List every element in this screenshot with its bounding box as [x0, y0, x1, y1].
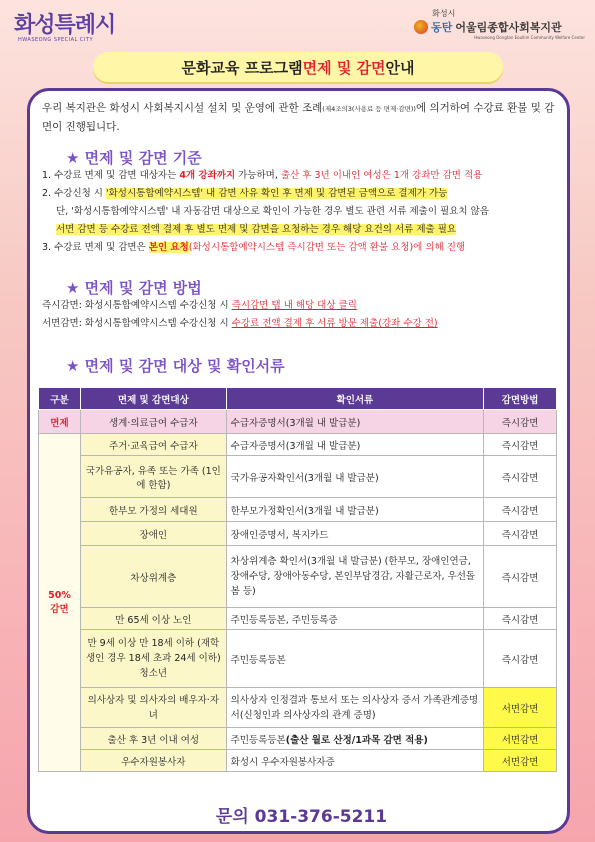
- table-row: [39, 630, 557, 688]
- method-cell: 즉시감면: [484, 608, 557, 630]
- doc-cell: 주민등록등본(출산 월로 산정/1과목 감면 적용): [226, 728, 483, 750]
- method-cell: 즉시감면: [484, 456, 557, 498]
- method-written: 서면감면: 화성시통합예약시스템 수강신청 시 수강료 전액 결제 후 서류 방문 제출(강좌 수강 전): [42, 318, 438, 329]
- table-row: [39, 456, 557, 498]
- doc-cell: 주민등록등본, 주민등록증: [226, 608, 483, 630]
- target-cell: 만 65세 이상 노인: [80, 608, 226, 630]
- table-row: [39, 608, 557, 630]
- section-heading-criteria: ★ 면제 및 감면 기준: [66, 149, 202, 167]
- intro-text: 우리 복지관은 화성시 사회복지시설 설치 및 운영에 관한 조례(제4조의3(사용료 등 면제·감면))에 의거하여 수강료 환불 및 감면이 진행됩니다.: [42, 102, 555, 133]
- criteria-item-1: 1. 수강료 면제 및 감면 대상자는 4개 강좌까지 가능하며, 출산 후 3년 이내인 여성은 1개 강좌만 감면 적용: [42, 170, 483, 181]
- criteria-item-2: 2. 수강신청 시 '화성시통합예약시스템' 내 감면 사유 확인 후 면제 및 감면된 금액으로 결제가 가능: [42, 188, 448, 199]
- method-instant: 즉시감면: 화성시통합예약시스템 수강신청 시 즉시감면 탭 내 해당 대상 클릭: [42, 300, 357, 311]
- target-cell: 한부모 가정의 세대원: [80, 498, 226, 522]
- doc-cell: 국가유공자확인서(3개월 내 발급분): [226, 456, 483, 498]
- doc-cell: 주민등록등본: [226, 630, 483, 688]
- category-discount: 50% 감면: [39, 434, 81, 772]
- welfare-center-dongtan: 동탄: [431, 21, 453, 34]
- welfare-center-city: 화성시: [432, 9, 456, 18]
- target-cell: 우수자원봉사자: [80, 750, 226, 772]
- table-row: [39, 546, 557, 608]
- table-row: [39, 434, 557, 456]
- table-row: [39, 410, 557, 434]
- doc-cell: 수급자증명서(3개월 내 발급분): [226, 410, 483, 434]
- doc-cell: 의사상자 인정결과 통보서 또는 의사상자 증서 가족관계증명서(신청인과 의사상자의 관계 증명): [226, 688, 483, 728]
- table-header: 감면방법: [484, 388, 557, 410]
- table-header: 구분: [39, 388, 81, 410]
- method-cell: 서면감면: [484, 688, 557, 728]
- welfare-center-english: Hwaseong Dongtan Eoullim Community Welfare Center: [474, 35, 585, 40]
- doc-cell: 장애인증명서, 복지카드: [226, 522, 483, 546]
- target-cell: 출산 후 3년 이내 여성: [80, 728, 226, 750]
- inquiry-phone: 문의 031-376-5211: [215, 807, 388, 827]
- target-cell: 장애인: [80, 522, 226, 546]
- table-header: 확인서류: [226, 388, 483, 410]
- doc-cell: 수급자증명서(3개월 내 발급분): [226, 434, 483, 456]
- table-header: 면제 및 감면대상: [80, 388, 226, 410]
- target-cell: 주거·교육급여 수급자: [80, 434, 226, 456]
- welfare-center-logo: [414, 8, 585, 40]
- city-logo-subtext: HWASEONG SPECIAL CITY: [18, 37, 94, 43]
- target-cell: 생계·의료급여 수급자: [80, 410, 226, 434]
- doc-cell: 한부모가정확인서(3개월 내 발급분): [226, 498, 483, 522]
- target-cell: 만 9세 이상 만 18세 이하 (재학생인 경우 18세 초과 24세 이하)청소년: [80, 630, 226, 688]
- target-cell: 의사상자 및 의사자의 배우자·자녀: [80, 688, 226, 728]
- table-row: [39, 498, 557, 522]
- city-logo-text: 화성특례시: [14, 13, 116, 38]
- method-list: [42, 297, 562, 333]
- category-exempt: 면제: [39, 410, 81, 434]
- target-cell: 차상위계층: [80, 546, 226, 608]
- page-title: 문화교육 프로그램 면제 및 감면 안내: [93, 52, 503, 82]
- table-row: [39, 688, 557, 728]
- table-row: [39, 728, 557, 750]
- method-cell: 즉시감면: [484, 410, 557, 434]
- table-row: [39, 522, 557, 546]
- targets-table: [38, 387, 557, 772]
- emblem-icon: [414, 20, 428, 34]
- target-cell: 국가유공자, 유족 또는 가족 (1인에 한함): [80, 456, 226, 498]
- method-cell: 서면감면: [484, 750, 557, 772]
- city-logo: [14, 8, 115, 43]
- method-cell: 즉시감면: [484, 630, 557, 688]
- section-heading-targets: ★ 면제 및 감면 대상 및 확인서류: [66, 357, 285, 375]
- method-cell: 즉시감면: [484, 546, 557, 608]
- criteria-item-2-note2: 서면 감면 등 수강료 전액 결제 후 별도 면제 및 감면을 요청하는 경우 해당 요건의 서류 제출 필요: [56, 224, 457, 235]
- table-row: [39, 750, 557, 772]
- criteria-item-3: 3. 수강료 면제 및 감면은 본인 요청(화성시통합예약시스템 즉시감면 또는 감액 환불 요청)에 의해 진행: [42, 242, 466, 253]
- method-cell: 즉시감면: [484, 498, 557, 522]
- doc-cell: 화성시 우수자원봉사자증: [226, 750, 483, 772]
- welfare-center-name: 어울림종합사회복지관: [455, 21, 562, 34]
- method-cell: 즉시감면: [484, 522, 557, 546]
- content-card: [27, 88, 570, 834]
- method-cell: 즉시감면: [484, 434, 557, 456]
- doc-cell: 차상위계층 확인서(3개월 내 발급분) (한부모, 장애인연금, 장애수당, 장애아동수당, 본인부담경감, 자활근로자, 우선돌봄 등): [226, 546, 483, 608]
- method-cell: 서면감면: [484, 728, 557, 750]
- criteria-list: [42, 167, 562, 257]
- section-heading-method: ★ 면제 및 감면 방법: [66, 279, 202, 297]
- criteria-item-2-note: 단, '화성시통합예약시스템' 내 자동감면 대상으로 확인이 가능한 경우 별도 관련 서류 제출이 필요치 않음: [56, 206, 489, 217]
